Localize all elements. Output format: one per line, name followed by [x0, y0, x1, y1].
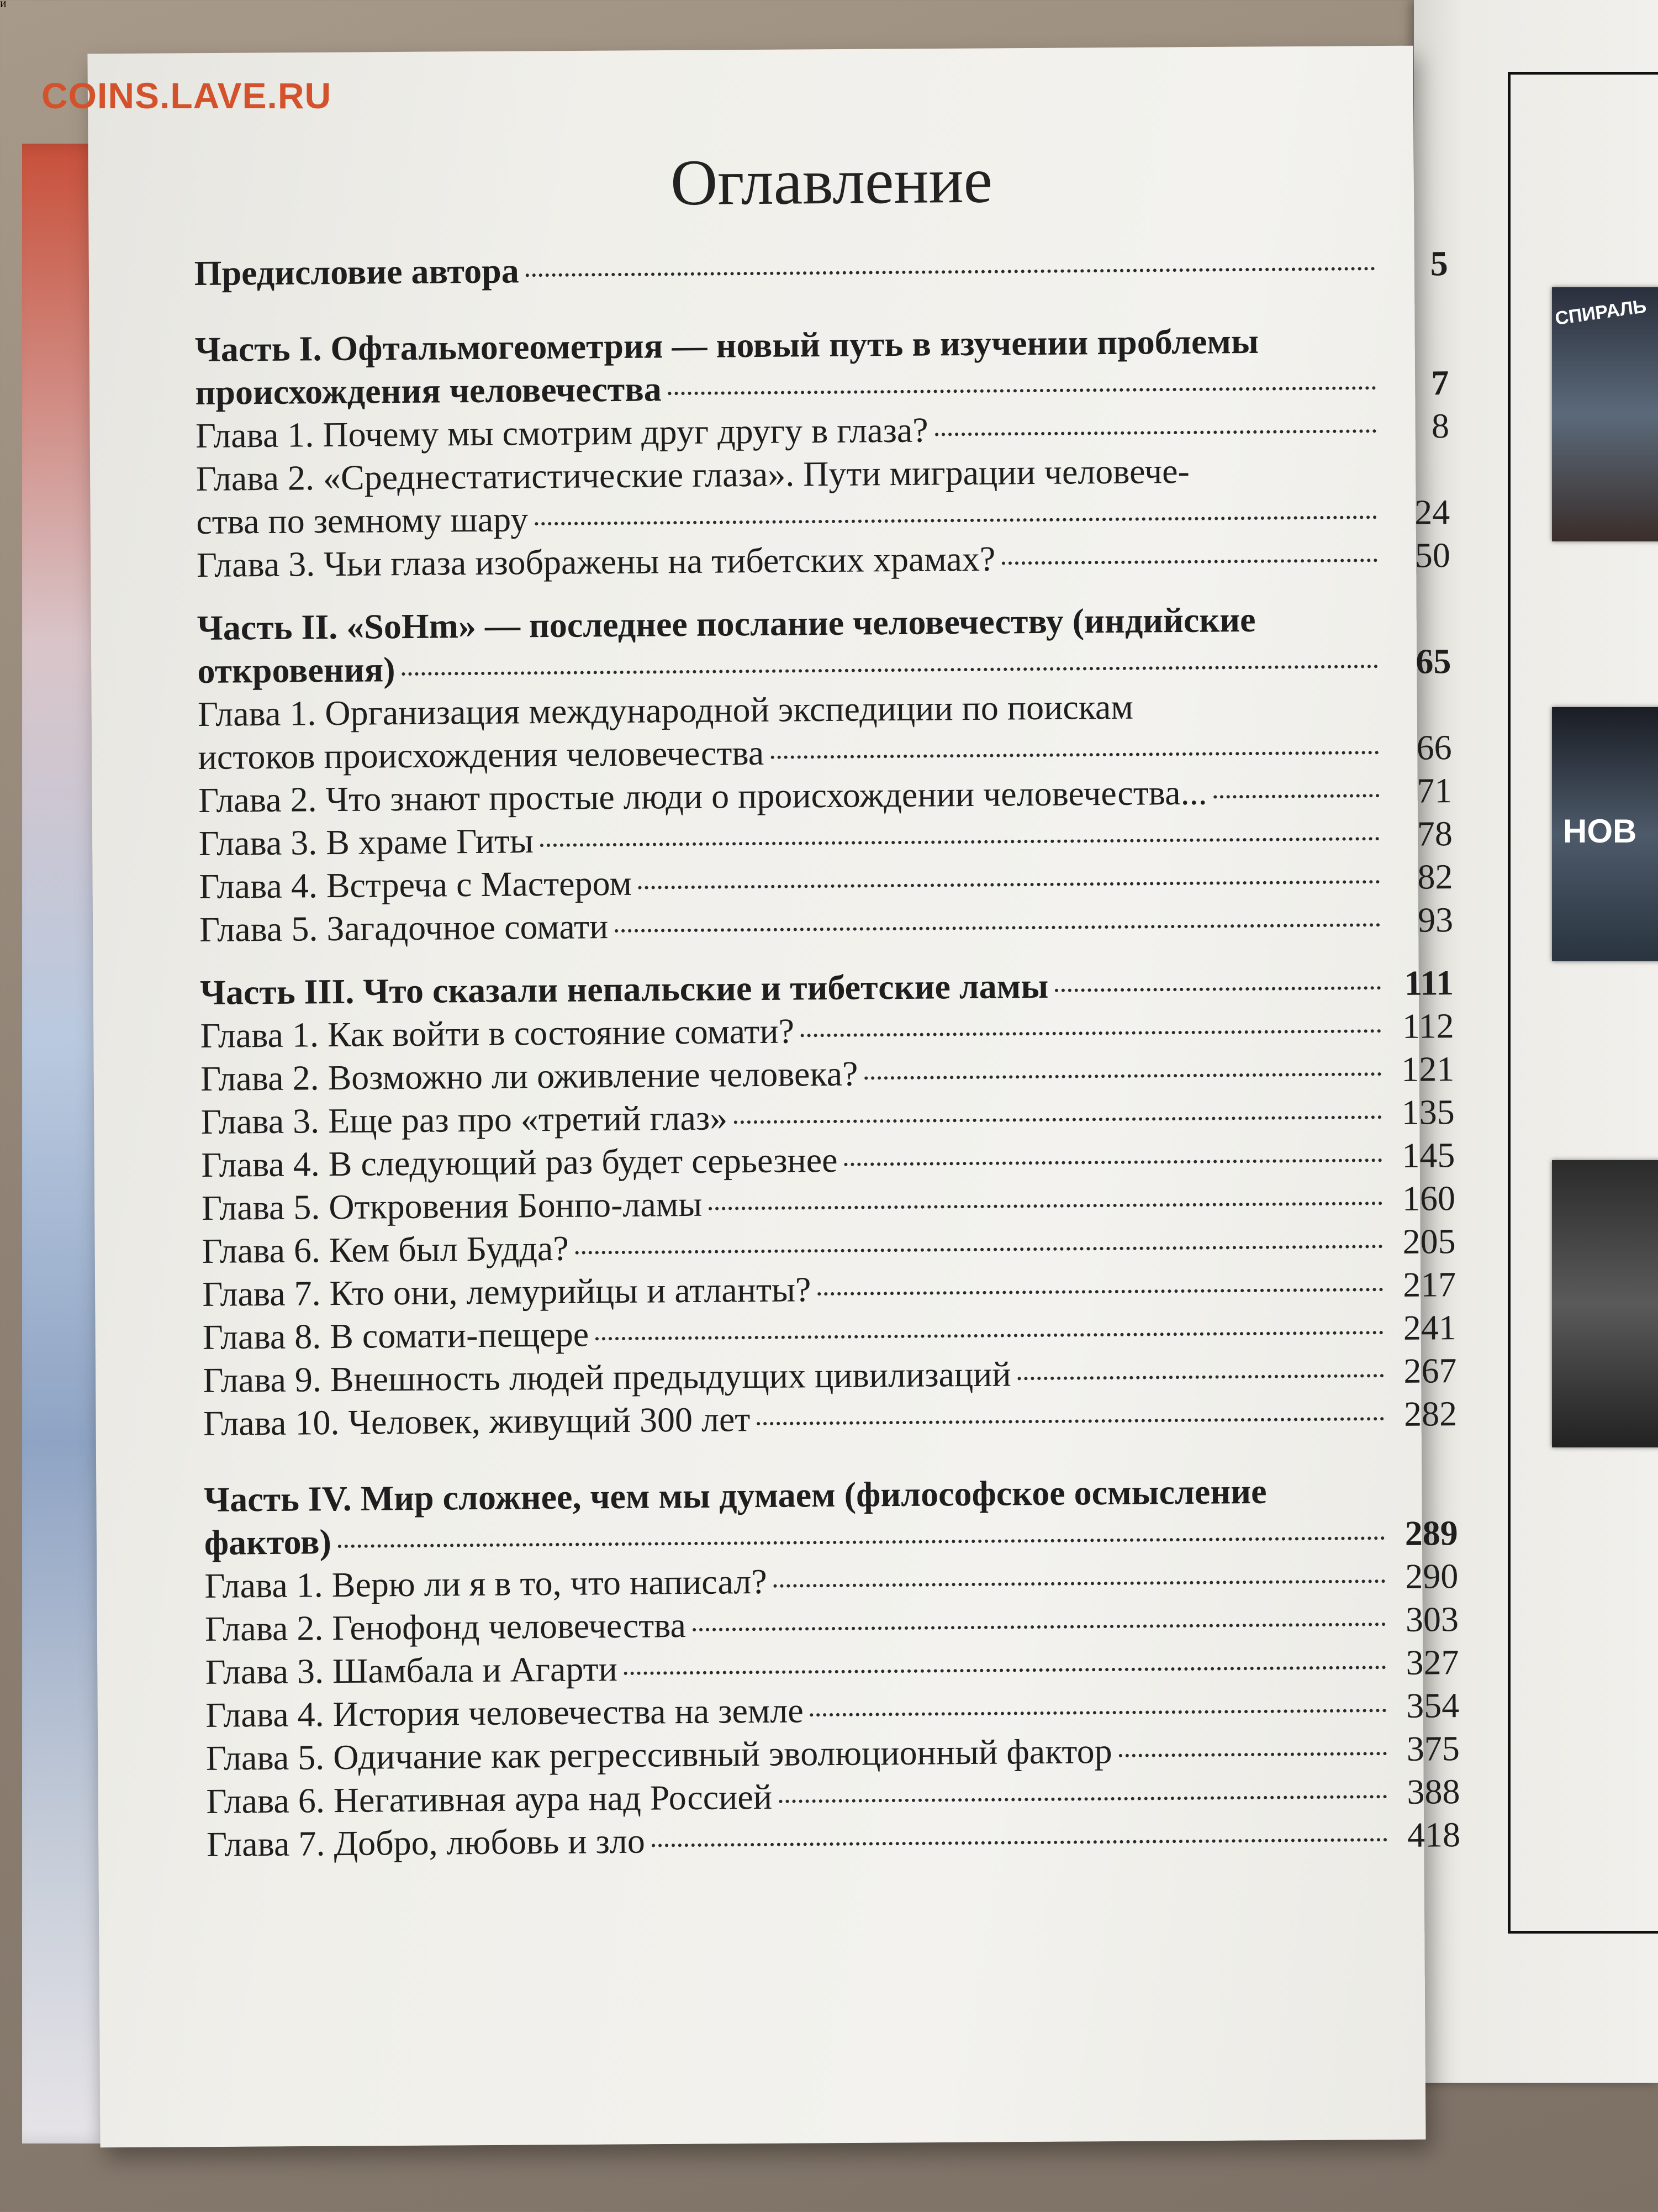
- entry-page: 82: [1417, 857, 1453, 897]
- part-title-line: Часть IV. Мир сложнее, чем мы думаем (философское осмысление: [203, 1471, 1267, 1519]
- entry-page: 241: [1403, 1308, 1457, 1347]
- dot-leader: [668, 386, 1376, 395]
- entry-title: Глава 7. Кто они, лемурийцы и атланты?: [202, 1270, 811, 1314]
- entry-title: Глава 3. Чьи глаза изображены на тибетских храмах?: [196, 539, 996, 584]
- entry-title: Глава 2. Что знают простые люди о происхождении человечества...: [198, 772, 1207, 820]
- table-of-contents: [193, 139, 1460, 1866]
- entry-title: Глава 9. Внешность людей предыдущих цивилизаций: [203, 1354, 1011, 1400]
- dot-leader: [774, 1579, 1386, 1588]
- entry-page: 24: [1414, 492, 1450, 532]
- entry-page: 65: [1416, 641, 1451, 681]
- entry-page: 50: [1414, 535, 1451, 575]
- dot-leader: [615, 923, 1380, 933]
- entry-title: Глава 5. Одичание как регрессивный эволюционный фактор: [205, 1731, 1112, 1778]
- entry-title: Глава 8. В сомати-пещере: [202, 1314, 589, 1357]
- dot-leader: [575, 1245, 1383, 1254]
- entry-title: Глава 2. Генофонд человечества: [204, 1605, 687, 1649]
- dot-leader: [779, 1795, 1387, 1803]
- entry-title: Глава 1. Как войти в состояние сомати?: [200, 1011, 795, 1055]
- entry-title: Предисловие автора: [194, 251, 519, 293]
- entry-title: Глава 10. Человек, живущий 300 лет: [203, 1399, 751, 1443]
- adjacent-page-header: И: [0, 0, 7, 9]
- dot-leader: [801, 1029, 1381, 1037]
- entry-page: 217: [1402, 1265, 1456, 1304]
- dot-leader: [624, 1666, 1386, 1675]
- dot-leader: [638, 880, 1380, 889]
- entry-page: 5: [1430, 244, 1448, 283]
- entry-title: Глава 1. Почему мы смотрим друг другу в глаза?: [195, 410, 928, 455]
- entry-page: 7: [1431, 363, 1449, 403]
- dot-leader: [338, 1536, 1385, 1548]
- entry-page: 78: [1417, 814, 1453, 854]
- entry-title: откровения): [197, 650, 395, 691]
- dot-leader: [652, 1838, 1387, 1847]
- chapter-title-line: Глава 2. «Среднестатистические глаза». Пути миграции человече-: [196, 451, 1190, 498]
- dot-leader: [1119, 1752, 1387, 1757]
- entry-title: Глава 5. Откровения Бонпо-ламы: [201, 1184, 703, 1228]
- entry-page: 327: [1406, 1642, 1459, 1682]
- watermark: COINS.LAVE.RU: [41, 75, 332, 116]
- entry-page: 290: [1405, 1556, 1459, 1596]
- entry-title: Глава 1. Верю ли я в то, что написал?: [204, 1561, 767, 1605]
- entry-title: Глава 5. Загадочное сомати: [199, 907, 609, 949]
- entry-title: Глава 6. Негативная аура над Россией: [206, 1777, 773, 1821]
- entry-page: 354: [1406, 1686, 1460, 1725]
- dot-leader: [526, 267, 1375, 277]
- entry-title: Глава 2. Возможно ли оживление человека?: [200, 1054, 858, 1098]
- dot-leader: [595, 1331, 1384, 1340]
- book-thumbnail-title: НОВ: [1563, 813, 1637, 850]
- entry-title: Глава 4. Встреча с Мастером: [199, 863, 632, 906]
- entry-title: Глава 3. Шамбала и Агарти: [205, 1649, 618, 1692]
- dot-leader: [810, 1709, 1387, 1716]
- entry-page: 8: [1431, 406, 1450, 446]
- entry-title: происхождения человечества: [195, 369, 662, 412]
- entry-page: 66: [1416, 728, 1452, 767]
- entry-page: 267: [1403, 1351, 1457, 1391]
- dot-leader: [709, 1202, 1382, 1210]
- entry-page: 121: [1401, 1049, 1455, 1089]
- entry-page: 71: [1416, 771, 1453, 810]
- entry-page: 418: [1407, 1815, 1461, 1855]
- dot-leader: [535, 515, 1377, 525]
- part-title-line: Часть I. Офтальмогеометрия — новый путь в изучении проблемы: [194, 321, 1259, 369]
- entry-page: 303: [1405, 1599, 1459, 1639]
- entry-page: 205: [1402, 1221, 1456, 1261]
- page-title: Оглавление: [670, 144, 993, 219]
- entry-page: 375: [1406, 1729, 1460, 1768]
- entry-page: 388: [1407, 1772, 1460, 1811]
- dot-leader: [1214, 794, 1380, 798]
- dot-leader: [540, 837, 1380, 847]
- book-thumbnail-title: СПИРАЛЬ: [1554, 296, 1648, 330]
- entry-page: 93: [1417, 900, 1454, 940]
- entry-page: 111: [1404, 963, 1454, 1003]
- part-title-line: Часть II. «SoHm» — последнее послание человечеству (индийские: [197, 599, 1256, 647]
- dot-leader: [1018, 1374, 1384, 1380]
- dot-leader: [770, 751, 1379, 759]
- dot-leader: [402, 665, 1379, 676]
- dot-leader: [1002, 559, 1377, 565]
- entry-page: 160: [1402, 1178, 1456, 1218]
- dot-leader: [1055, 986, 1381, 992]
- dot-leader: [693, 1623, 1386, 1631]
- book-cover-thumbnail: [1552, 1160, 1658, 1447]
- dot-leader: [864, 1072, 1381, 1079]
- entry-title: Глава 3. В храме Гиты: [198, 821, 534, 863]
- dot-leader: [757, 1417, 1384, 1425]
- entry-page: 145: [1402, 1135, 1455, 1175]
- entry-page: 112: [1402, 1006, 1454, 1046]
- entry-title: Глава 7. Добро, любовь и зло: [206, 1821, 646, 1864]
- chapter-title-line: Глава 1. Организация международной экспедиции по поискам: [197, 687, 1134, 734]
- dot-leader: [734, 1115, 1382, 1124]
- entry-page: 282: [1403, 1394, 1458, 1434]
- entry-title: ства по земному шару: [196, 499, 529, 541]
- dot-leader: [935, 429, 1376, 436]
- entry-title: истоков происхождения человечества: [198, 733, 764, 777]
- entry-title: Часть III. Что сказали непальские и тибетские ламы: [199, 966, 1049, 1012]
- entry-title: фактов): [204, 1522, 332, 1562]
- entry-title: Глава 3. Еще раз про «третий глаз»: [200, 1098, 728, 1141]
- dot-leader: [817, 1288, 1383, 1295]
- entry-page: 135: [1401, 1092, 1455, 1132]
- entry-title: Глава 6. Кем был Будда?: [202, 1228, 569, 1271]
- dot-leader: [844, 1158, 1382, 1166]
- entry-page: 289: [1404, 1513, 1459, 1553]
- entry-title: Глава 4. История человечества на земле: [205, 1690, 804, 1735]
- entry-title: Глава 4. В следующий раз будет серьезнее: [201, 1140, 838, 1184]
